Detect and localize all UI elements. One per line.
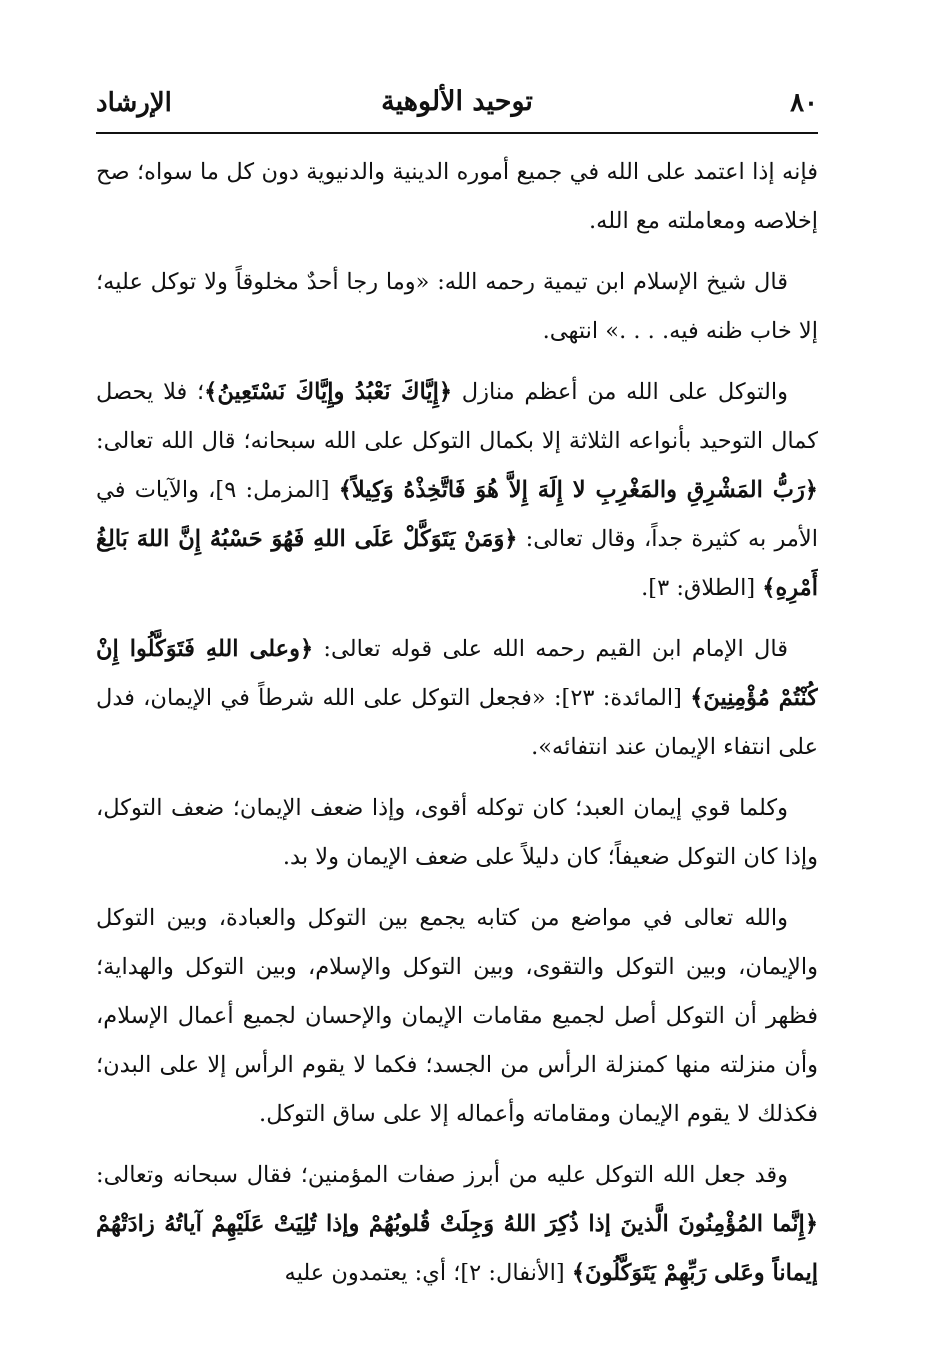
quran-verse: ﴿وعلى اللهِ فَتَوَكَّلُوا إِنْ كُنْتُمْ مُؤْمِنِينَ﴾ [96, 636, 818, 711]
quran-verse: ﴿رَبُّ المَشْرِقِ والمَغْرِبِ لا إِلَهَ إِلاَّ هُوَ فَاتَّخِذْهُ وَكِيلاً﴾ [338, 477, 818, 503]
text-segment: قال الإمام ابن القيم رحمه الله على قوله تعالى: [313, 636, 788, 662]
page-header [96, 82, 818, 130]
text-segment: وكلما قوي إيمان العبد؛ كان توكله أقوى، وإذا ضعف الإيمان؛ ضعف التوكل، وإذا كان التوكل ضعيفاً؛ كان دليلاً على ضعف الإيمان ولا بد. [96, 795, 818, 870]
quran-verse: ﴿إِيَّاكَ نَعْبُدُ وإِيَّاكَ نَسْتَعِينُ﴾ [204, 379, 453, 405]
paragraph [96, 1151, 818, 1298]
text-segment: [الطلاق: ٣]. [641, 575, 763, 601]
text-segment: ؛ فلا يحصل كمال التوحيد بأنواعه الثلاثة إلا بكمال التوكل على الله سبحانه؛ قال الله تعالى: [96, 379, 818, 454]
paragraph [96, 894, 818, 1139]
text-segment: قال شيخ الإسلام ابن تيمية رحمه الله: «وما رجا أحدٌ مخلوقاً ولا توكل عليه؛ إلا خاب ظنه فيه. . . .» انتهى. [96, 269, 818, 344]
paragraph [96, 148, 818, 246]
page-number: ٨٠ [790, 88, 818, 118]
text-segment: وقد جعل الله التوكل عليه من أبرز صفات المؤمنين؛ فقال سبحانه وتعالى: [96, 1162, 788, 1188]
quran-verse: ﴿وَمَنْ يَتَوَكَّلْ عَلَى اللهِ فَهُوَ حَسْبُهُ إِنَّ اللهَ بَالِغُ أَمْرِهِ﴾ [96, 526, 818, 601]
paragraph [96, 258, 818, 356]
paragraph [96, 625, 818, 772]
header-divider [96, 132, 818, 134]
text-segment: والتوكل على الله من أعظم منازل [452, 379, 788, 405]
text-segment: [الأنفال: ٢]؛ أي: يعتمدون عليه [284, 1260, 572, 1286]
book-name: الإرشاد [96, 88, 172, 118]
paragraph [96, 784, 818, 882]
text-segment: [المائدة: ٢٣]: «فجعل التوكل على الله شرطاً في الإيمان، فدل على انتفاء الإيمان عند انتفائه». [96, 685, 818, 760]
text-segment: [المزمل: ٩]، والآيات في الأمر به كثيرة جداً، وقال تعالى: [96, 477, 818, 552]
page-body [96, 148, 818, 1348]
running-title: توحيد الألوهية [381, 86, 533, 117]
paragraph [96, 368, 818, 613]
quran-verse: ﴿إِنَّما المُؤْمِنُونَ الَّذينَ إذا ذُكِرَ اللهُ وَجِلَتْ قُلوبُهُمْ وإذا تُلِيَتْ عَلَيْهِمْ آياتُهُ زادَتْهُمْ إيماناً وعَلى رَبِّهِمْ يَتَوَكَّلُونَ﴾ [96, 1211, 818, 1286]
text-segment: فإنه إذا اعتمد على الله في جميع أموره الدينية والدنيوية دون كل ما سواه؛ صح إخلاصه ومعاملته مع الله. [96, 159, 818, 234]
text-segment: والله تعالى في مواضع من كتابه يجمع بين التوكل والعبادة، وبين التوكل والإيمان، وبين التوكل والتقوى، وبين التوكل والإسلام، وبين التوكل والهداية؛ فظهر أن التوكل أصل لجميع مقامات الإيمان والإحسان لجميع أعمال الإسلام، وأن منزلته منها كمنزلة الرأس من الجسد؛ فكما لا يقوم الرأس إلا على البدن؛ فكذلك لا يقوم الإيمان ومقاماته وأعماله إلا على ساق التوكل. [96, 905, 818, 1127]
